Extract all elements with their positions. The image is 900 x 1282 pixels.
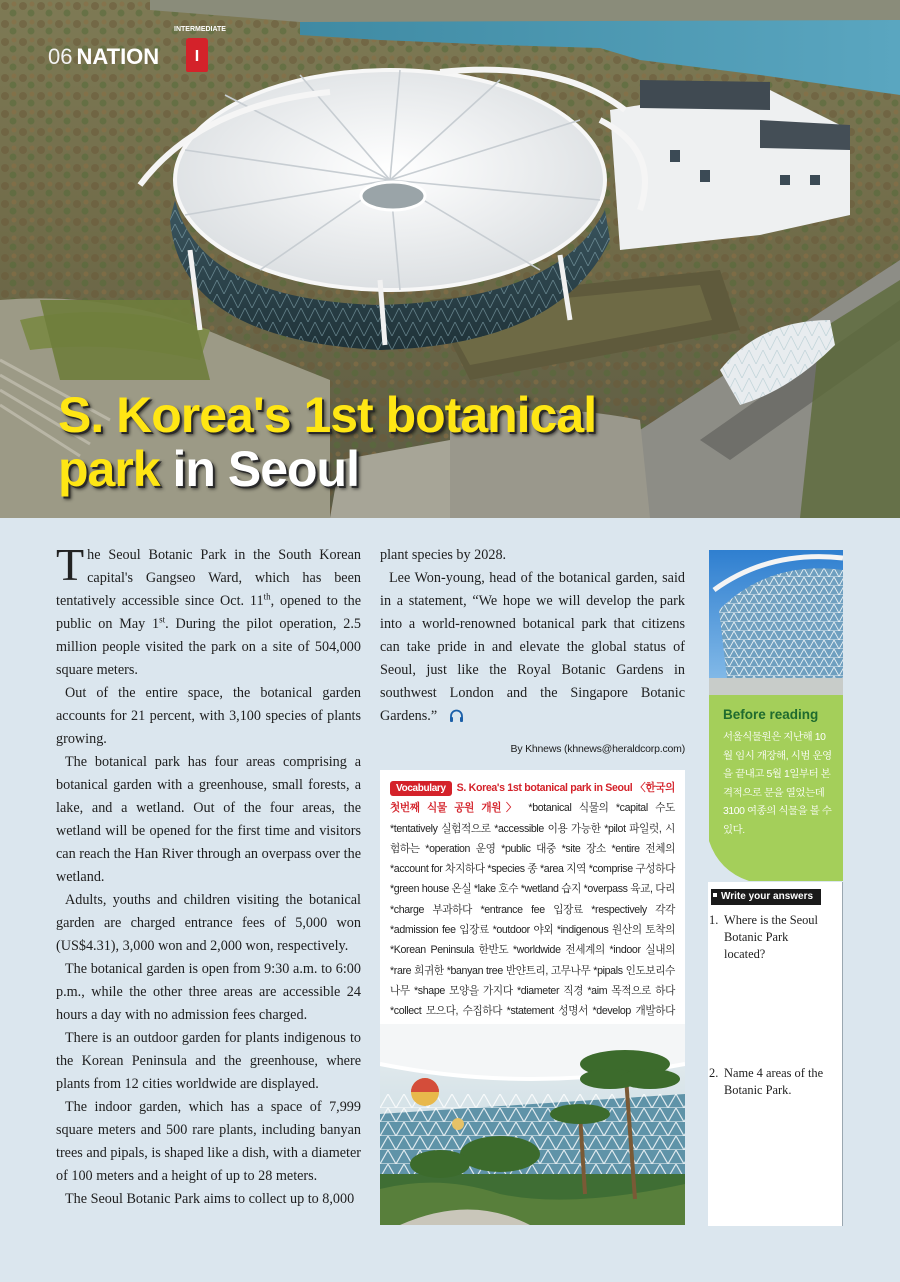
article-paragraph-8-continued: plant species by 2028.	[380, 547, 507, 563]
article-paragraph-4: Adults, youths and children visiting the botanical garden are charged entrance fees of 5,000 won (US$4.31), 3,000 won and 2,000 won, respectively.	[56, 892, 361, 954]
byline: By Khnews (khnews@heraldcorp.com)	[510, 743, 685, 755]
p1-text-b: , opened to the public on May 1	[56, 593, 361, 632]
headline-line2-white: in Seoul	[159, 441, 359, 497]
question-1-text: Where is the Seoul Botanic Park located?	[724, 913, 818, 961]
speech-curve-shape	[709, 841, 843, 881]
question-1-number: 1.	[709, 913, 719, 927]
hero-photo	[0, 0, 900, 518]
before-reading-text: 서울식물원은 지난해 10월 임시 개장해, 시범 운영을 끝내고 5월 1일부터 본격적으로 문을 열었는데 3100 여종의 식물을 볼 수 있다.	[723, 732, 832, 836]
before-reading-title: Before reading	[723, 707, 819, 722]
headline-line1: S. Korea's 1st botanical	[58, 387, 597, 443]
article-column-1	[56, 539, 361, 1211]
quote-text: Lee Won-young, head of the botanical garden, said in a statement, “We hope we will develop the park into a world-renowned botanical park that citizens can take pride in and elevate the global status of Seoul, just like the Royal Botanic Gardens in southwest London and the Singapore Botanic Gardens.”	[380, 570, 685, 724]
article-paragraph-9	[380, 567, 685, 730]
level-badge-caption: INTERMEDIATE	[174, 26, 226, 33]
answers-header: Write your answers	[711, 889, 821, 905]
level-badge	[174, 26, 226, 72]
greenhouse-interior-photo	[380, 1024, 685, 1225]
question-2-number: 2.	[709, 1066, 719, 1080]
section-title: NATION	[76, 44, 160, 69]
p1-text-a: he Seoul Botanic Park in the South Korean capital's Gangseo Ward, which has been tentatively accessible since Oct. 11	[56, 547, 361, 609]
p1-superscript-2: st	[159, 614, 166, 625]
article-paragraph-6: There is an outdoor garden for plants indigenous to the Korean Peninsula and the greenhouse, where plants from 12 cities worldwide are displayed.	[56, 1030, 361, 1092]
article-paragraph-7: The indoor garden, which has a space of 7,999 square meters and 500 rare plants, including banyan trees and pipals, is shaped like a dish, with a diameter of 100 meters and a height of up to 28 meters.	[56, 1099, 361, 1184]
vocabulary-tag: Vocabulary	[390, 781, 452, 796]
article-paragraph-2: Out of the entire space, the botanical garden accounts for 21 percent, with 3,100 species of plants growing.	[56, 685, 361, 747]
article-paragraph-3: The botanical park has four areas comprising a botanical garden with a greenhouse, small forests, a lake, and a wetland. Out of the four areas, the wetland will be opened for the first time and visitors can reach the Han River through an overpass over the wetland.	[56, 754, 361, 885]
vocabulary-title: S. Korea's 1st botanical park in Seoul 〈한국의 첫번째 식물 공원 개원〉	[390, 782, 675, 815]
article-paragraph-1	[56, 539, 361, 682]
article-paragraph-5: The botanical garden is open from 9:30 a.m. to 6:00 p.m., while the other three areas are accessible 24 hours a day with no admission fees charged.	[56, 961, 361, 1023]
page-number: 06	[48, 44, 73, 69]
before-reading-box	[709, 695, 843, 881]
sidebar-greenhouse-photo	[709, 550, 843, 695]
p1-superscript-1: th	[263, 591, 271, 602]
level-badge-letter: I	[194, 48, 200, 65]
drop-cap: T	[56, 539, 85, 590]
headline	[58, 388, 596, 496]
article-column-2	[380, 544, 685, 761]
vocabulary-box	[380, 770, 685, 1024]
question-2-text: Name 4 areas of the Botanic Park.	[724, 1066, 824, 1097]
headline-line2-yellow: park	[58, 441, 160, 497]
headphones-icon[interactable]	[440, 707, 464, 730]
page-number-section	[48, 44, 159, 70]
vocabulary-body: *botanical 식물의 *capital 수도 *tentatively 실험적으로 *accessible 이용 가능한 *pilot 파일럿, 시험하는 *operation 운영 *public 대중 *site 장소 *entire 전체의 *account for 차지하다 *species 종 *area 지역 *comprise 구성하다 *green house 온실 *lake 호수 *wetland 습지 *overpass 육교, 다리 *charge 부과하다 *entrance fee 입장료 *respectively 각각 *admission fee 입장료 *outdoor 야외 *indigenous 원산의 토착의 *Korean Peninsula 한반도 *worldwide 전세계의 *indoor 실내의 *rare 희귀한 *banyan tree 반얀트리, 고무나무 *pipals 인도보리수 나무 *shape 모양을 가지다 *diameter 직경 *aim 목적으로 하다 *collect 모으다, 수집하다 *statement 성명서 *develop 개발하다	[390, 802, 676, 1018]
article-paragraph-8: The Seoul Botanic Park aims to collect up to 8,000	[65, 1191, 355, 1207]
p1-text-c: . During the pilot operation, 2.5 million people visited the park on a site of 504,000 square meters.	[56, 616, 361, 678]
